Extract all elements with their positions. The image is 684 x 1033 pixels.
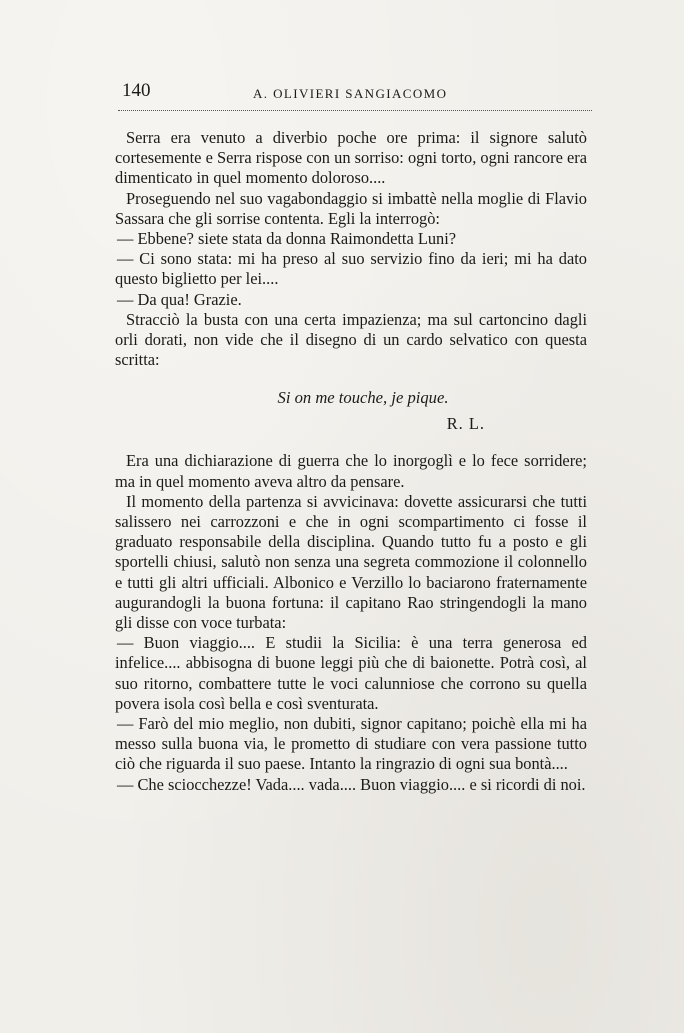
paragraph: Era una dichiarazione di guerra che lo inorgoglì e lo fece sorridere; ma in quel momento aveva altro da pensare.	[115, 451, 587, 491]
card-signature: R. L.	[446, 414, 485, 434]
dialogue-line: — Ci sono stata: mi ha preso al suo servizio fino da ieri; mi ha dato questo biglietto per lei....	[115, 249, 587, 289]
dialogue-line: — Che sciocchezze! Vada.... vada.... Buon viaggio.... e si ricordi di noi.	[117, 774, 586, 794]
card-motto: Si on me touche, je pique.	[277, 388, 449, 408]
dialogue-line: — Ebbene? siete stata da donna Raimondetta Luni?	[117, 229, 457, 249]
paragraph: Il momento della partenza si avvicinava: dovette assicurarsi che tutti salissero nei carrozzoni e che in ogni scompartimento ci fosse il graduato responsabile della disciplina. Quando tutto fu a posto e gli sportelli chiusi, salutò non senza una segreta commozione il colonnello e tutti gli altri ufficiali. Albonico e Verzillo lo baciarono fraternamente augurandogli la buona fortuna: il capitano Rao stringendogli la mano gli disse con voce turbata:	[115, 491, 587, 633]
dialogue-line: — Buon viaggio.... E studii la Sicilia: è una terra generosa ed infelice.... abbisogna di buone leggi più che di baionette. Potrà così, al suo ritorno, combattere tutte le voci calunniose che corrono su quella povera isola così bella e così sventurata.	[115, 633, 587, 713]
paragraph: Proseguendo nel suo vagabondaggio si imbattè nella moglie di Flavio Sassara che gli sorrise contenta. Egli la interrogò:	[115, 188, 587, 228]
paragraph: Serra era venuto a diverbio poche ore prima: il signore salutò cortesemente e Serra rispose con un sorriso: ogni torto, ogni rancore era dimenticato in quel momento doloroso....	[115, 128, 587, 188]
body-text	[115, 128, 587, 795]
page-number: 140	[122, 80, 151, 101]
dialogue-line: — Farò del mio meglio, non dubiti, signor capitano; poichè ella mi ha messo sulla buona via, le prometto di studiare con vera passione tutto ciò che riguarda il suo paese. Intanto la ringrazio di ogni sua bontà....	[115, 714, 587, 774]
section-gap	[115, 435, 587, 451]
paragraph: Stracciò la busta con una certa impazienza; ma sul cartoncino dagli orli dorati, non vide che il disegno di un cardo selvatico con questa scritta:	[115, 309, 587, 370]
page-header	[118, 80, 592, 111]
running-head: A. OLIVIERI SANGIACOMO	[253, 86, 448, 101]
dialogue-line: — Da qua! Grazie.	[117, 289, 242, 309]
